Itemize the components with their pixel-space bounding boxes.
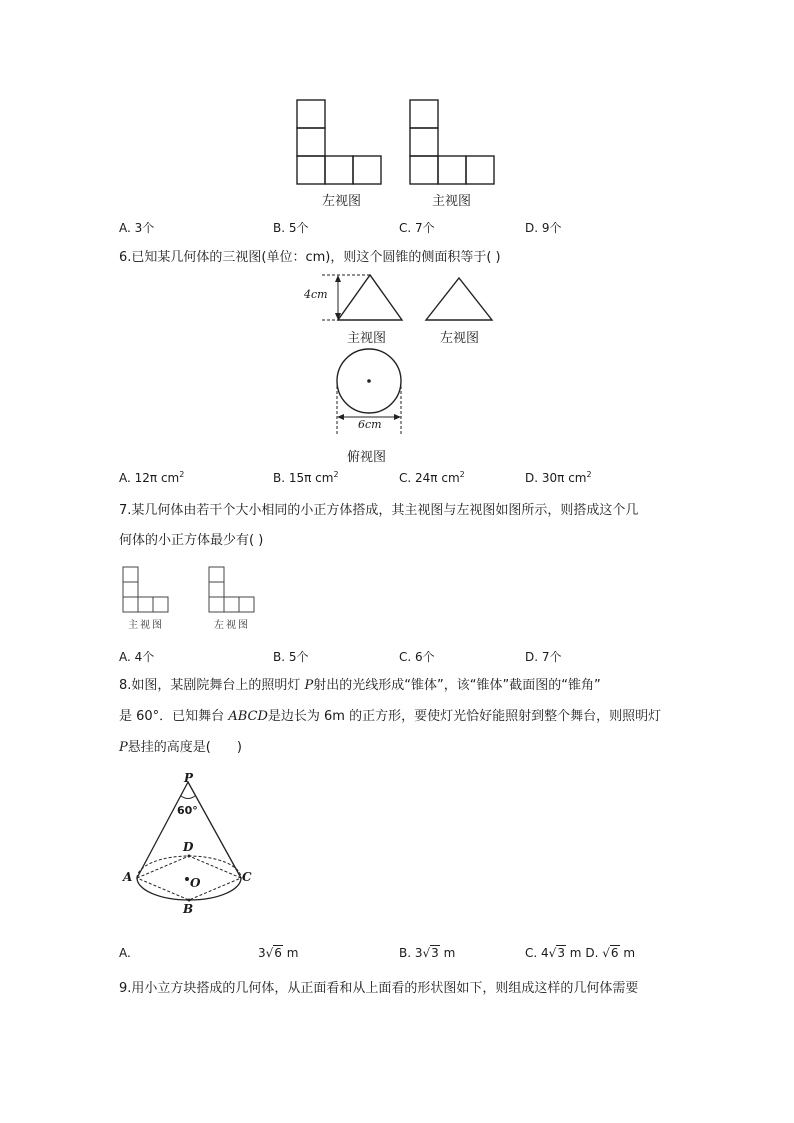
- q5-left-cell-3: [297, 156, 325, 184]
- q8-stem-line-2: 是 60°．已知舞台 ABCD是边长为 6m 的正方形，要使灯光恰好能照射到整个舞台，则照明灯: [119, 709, 662, 724]
- q6-stem: 6.已知某几何体的三视图(单位：cm)，则这个圆锥的侧面积等于( ): [119, 250, 501, 265]
- q5-option-b: B. 5个: [273, 221, 309, 235]
- q5-left-cell-4: [325, 156, 353, 184]
- q5-main-cell-3: [410, 156, 438, 184]
- q8-stem-line-3: P悬挂的高度是( ): [119, 740, 242, 755]
- q8-label-angle: 60°: [177, 804, 198, 817]
- q5-left-caption: 左视图: [322, 194, 362, 209]
- q5-main-cell-2: [410, 128, 438, 156]
- q5-left-cell-1: [297, 100, 325, 128]
- q8-label-o: O: [190, 876, 201, 890]
- q5-left-cell-2: [297, 128, 325, 156]
- q7-main-view-figure: [122, 566, 174, 614]
- q6-top-caption: 俯视图: [347, 450, 387, 465]
- q6-option-a: A. 12π $cm^2$: [119, 470, 185, 485]
- q5-option-d: D. 9个: [525, 221, 562, 235]
- q5-main-view-figure: [409, 99, 499, 185]
- q5-left-view-figure: [296, 99, 386, 185]
- q8-label-p: P: [184, 771, 194, 785]
- q6-main-caption: 主视图: [347, 331, 387, 346]
- q5-main-caption: 主视图: [432, 194, 472, 209]
- q9-stem: 9.用小立方块搭成的几何体，从正面看和从上面看的形状图如下，则组成这样的几何体需要: [119, 981, 639, 996]
- q6-option-b: B. 15π $cm^2$: [273, 470, 339, 485]
- q7-option-b: B. 5个: [273, 650, 309, 664]
- q7-option-a: A. 4个: [119, 650, 155, 664]
- q8-option-a-value: 3√6 m: [258, 946, 299, 960]
- q6-left-view-figure: [424, 275, 496, 323]
- q8-option-c-d: C. 4√3 m D. √6 m: [525, 946, 636, 960]
- q7-stem-line-1: 7.某几何体由若干个大小相同的小正方体搭成，其主视图与左视图如图所示，则搭成这个几: [119, 503, 639, 518]
- q6-width-label: 6cm: [358, 418, 382, 431]
- q8-stem-line-1: 8.如图，某剧院舞台上的照明灯 P射出的光线形成“锥体”，该“锥体”截面图的“锥角”: [119, 678, 601, 693]
- q8-label-b: B: [183, 902, 194, 916]
- q8-label-a: A: [123, 870, 133, 884]
- q7-left-caption: 左视图: [214, 620, 250, 631]
- q5-left-cell-5: [353, 156, 381, 184]
- q6-option-d: D. 30π $cm^2$: [525, 470, 592, 485]
- q6-left-caption: 左视图: [440, 331, 480, 346]
- q6-main-view-figure: [318, 272, 418, 324]
- q5-option-a: A. 3个: [119, 221, 155, 235]
- q8-option-b: B. 3√3 m: [399, 946, 456, 960]
- q7-option-d: D. 7个: [525, 650, 562, 664]
- q7-left-view-figure: [208, 566, 260, 614]
- q7-main-caption: 主视图: [128, 620, 164, 631]
- q7-stem-line-2: 何体的小正方体最少有( ): [119, 533, 264, 548]
- q8-label-d: D: [183, 840, 194, 854]
- q5-option-c: C. 7个: [399, 221, 435, 235]
- q6-option-c: C. 24π $cm^2$: [399, 470, 465, 485]
- q8-label-c: C: [242, 870, 252, 884]
- q5-main-cell-4: [438, 156, 466, 184]
- q8-option-a-letter: A.: [119, 946, 131, 960]
- q6-height-label: 4cm: [304, 288, 328, 301]
- q7-option-c: C. 6个: [399, 650, 435, 664]
- q5-main-cell-1: [410, 100, 438, 128]
- q5-main-cell-5: [466, 156, 494, 184]
